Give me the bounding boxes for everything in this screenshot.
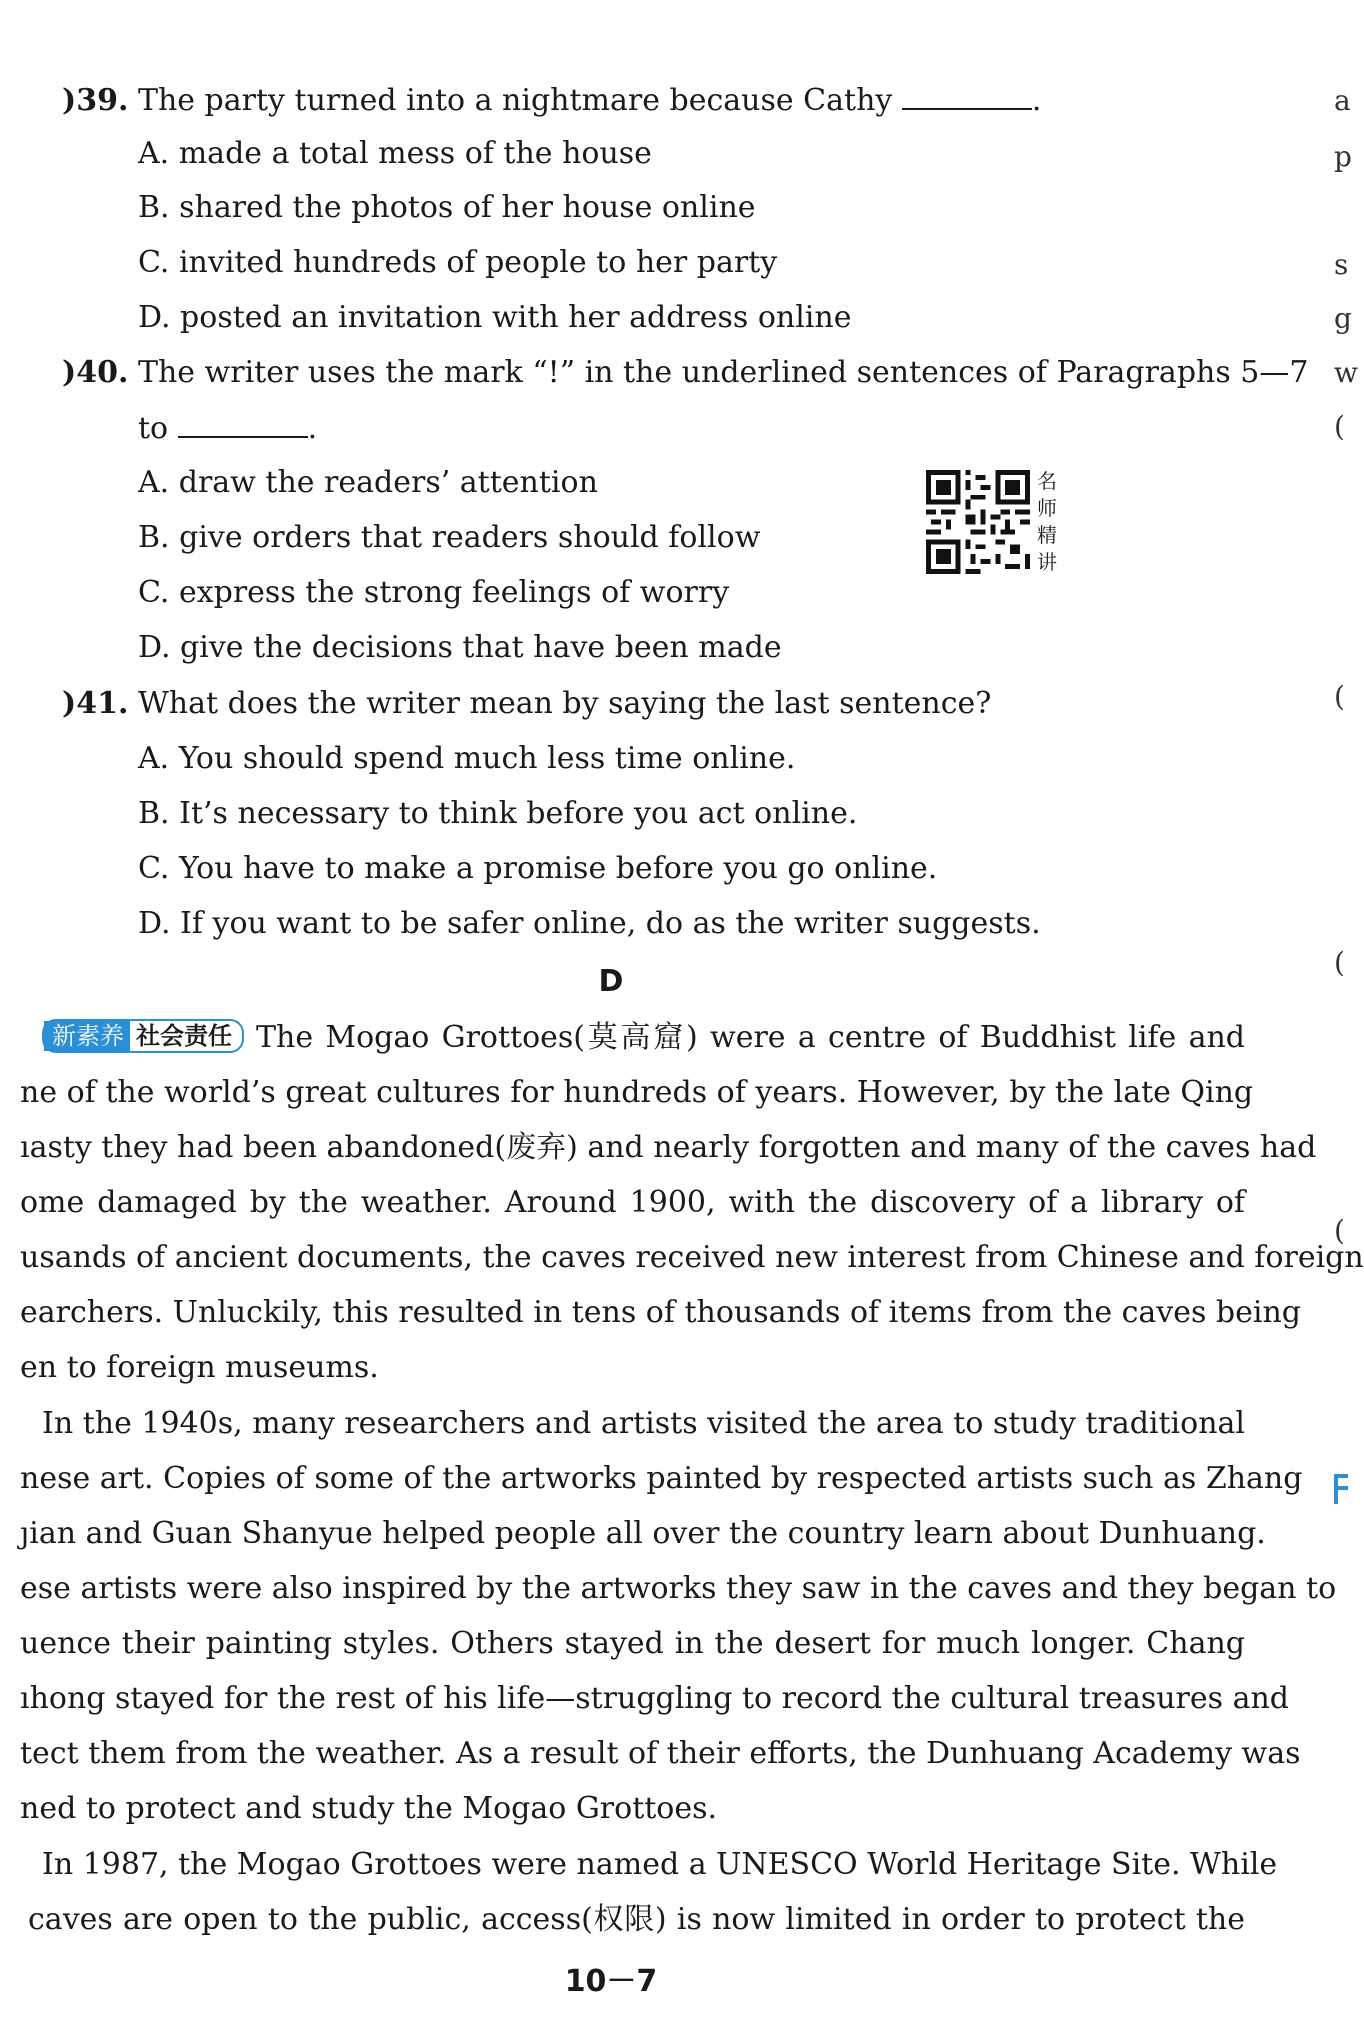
answer-blank[interactable] bbox=[902, 82, 1032, 110]
margin-glyph: ( bbox=[1334, 680, 1345, 713]
question-39-stem bbox=[62, 82, 1041, 119]
answer-blank[interactable] bbox=[178, 410, 308, 438]
passage-line: ȷian and Guan Shanyue helped people all over the country learn about Dunhuang. bbox=[20, 1516, 1266, 1551]
option-c[interactable]: C. invited hundreds of people to her party bbox=[138, 245, 778, 280]
option-c[interactable]: C. express the strong feelings of worry bbox=[138, 575, 730, 610]
qr-label-char: 名 bbox=[1037, 469, 1057, 493]
qr-label-char: 讲 bbox=[1037, 550, 1057, 574]
qr-label-char: 师 bbox=[1037, 496, 1057, 520]
margin-glyph: p bbox=[1334, 140, 1352, 173]
question-text: The party turned into a nightmare because Cathy bbox=[137, 83, 902, 118]
margin-glyph: ( bbox=[1334, 1214, 1345, 1247]
margin-glyph: g bbox=[1334, 302, 1352, 335]
question-41-stem bbox=[62, 686, 991, 722]
option-d[interactable]: D. posted an invitation with her address online bbox=[138, 300, 852, 335]
option-b[interactable]: B. shared the photos of her house online bbox=[138, 190, 756, 225]
option-b[interactable]: B. It’s necessary to think before you act online. bbox=[138, 796, 858, 831]
passage-line: ne of the world’s great cultures for hundreds of years. However, by the late Qing bbox=[20, 1075, 1254, 1110]
margin-glyph: s bbox=[1334, 248, 1349, 281]
option-c[interactable]: C. You have to make a promise before you go online. bbox=[138, 851, 938, 886]
badge-right: 社会责任 bbox=[136, 1022, 232, 1050]
question-text-end: . bbox=[1031, 83, 1042, 118]
passage-line: usands of ancient documents, the caves received new interest from Chinese and foreign bbox=[20, 1240, 1364, 1275]
option-a[interactable]: A. You should spend much less time online. bbox=[138, 741, 796, 776]
question-number: )40. bbox=[62, 355, 129, 390]
margin-glyph: w bbox=[1334, 356, 1358, 389]
margin-glyph: ( bbox=[1334, 410, 1345, 443]
qr-label-char: 精 bbox=[1037, 523, 1057, 547]
margin-glyph: ( bbox=[1334, 946, 1345, 979]
question-40-stem-cont bbox=[138, 410, 317, 447]
passage-text: The Mogao Grottoes(莫高窟) were a centre of Buddhist life and bbox=[256, 1020, 1245, 1055]
option-d[interactable]: D. give the decisions that have been made bbox=[138, 630, 782, 665]
passage-line: uence their painting styles. Others stayed in the desert for much longer. Chang bbox=[20, 1626, 1245, 1661]
question-text-end: . bbox=[307, 411, 318, 446]
question-text: to bbox=[138, 411, 178, 446]
margin-bookmark-icon bbox=[1330, 1470, 1350, 1510]
section-title: D bbox=[598, 964, 624, 999]
passage-line: nese art. Copies of some of the artworks painted by respected artists such as Zhang bbox=[20, 1461, 1303, 1496]
passage-line: tect them from the weather. As a result of their efforts, the Dunhuang Academy was bbox=[20, 1736, 1301, 1771]
question-text: The writer uses the mark “!” in the underlined sentences of Paragraphs 5—7 bbox=[137, 355, 1309, 390]
question-40-stem bbox=[62, 355, 1308, 391]
qr-label bbox=[1034, 468, 1060, 576]
passage-line: ome damaged by the weather. Around 1900, with the discovery of a library of bbox=[20, 1185, 1245, 1220]
question-number: )39. bbox=[62, 83, 129, 118]
literacy-badge bbox=[42, 1019, 244, 1053]
badge-left: 新素养 bbox=[44, 1021, 130, 1051]
option-a[interactable]: A. draw the readers’ attention bbox=[138, 465, 598, 500]
option-d[interactable]: D. If you want to be safer online, do as the writer suggests. bbox=[138, 906, 1041, 941]
passage-line bbox=[42, 1019, 1245, 1056]
passage-line: ıasty they had been abandoned(废弃) and nearly forgotten and many of the caves had bbox=[20, 1130, 1317, 1165]
option-b[interactable]: B. give orders that readers should follow bbox=[138, 520, 761, 555]
passage-line: en to foreign museums. bbox=[20, 1350, 379, 1385]
passage-line: ned to protect and study the Mogao Grottoes. bbox=[20, 1791, 718, 1826]
passage-line: In 1987, the Mogao Grottoes were named a UNESCO World Heritage Site. While bbox=[42, 1847, 1278, 1882]
passage-line: caves are open to the public, access(权限) is now limited in order to protect the bbox=[28, 1902, 1245, 1937]
option-a[interactable]: A. made a total mess of the house bbox=[138, 136, 652, 171]
question-text: What does the writer mean by saying the last sentence? bbox=[137, 686, 992, 721]
margin-glyph: a bbox=[1334, 84, 1351, 117]
page-number: 10－7 bbox=[564, 1964, 658, 1999]
passage-line: earchers. Unluckily, this resulted in tens of thousands of items from the caves being bbox=[20, 1295, 1302, 1330]
passage-line: In the 1940s, many researchers and artists visited the area to study traditional bbox=[42, 1406, 1246, 1441]
qr-code-icon[interactable] bbox=[926, 470, 1030, 574]
passage-line: ese artists were also inspired by the artworks they saw in the caves and they began to bbox=[20, 1571, 1337, 1606]
passage-line: ıhong stayed for the rest of his life—struggling to record the cultural treasures and bbox=[20, 1681, 1289, 1716]
question-number: )41. bbox=[62, 686, 129, 721]
